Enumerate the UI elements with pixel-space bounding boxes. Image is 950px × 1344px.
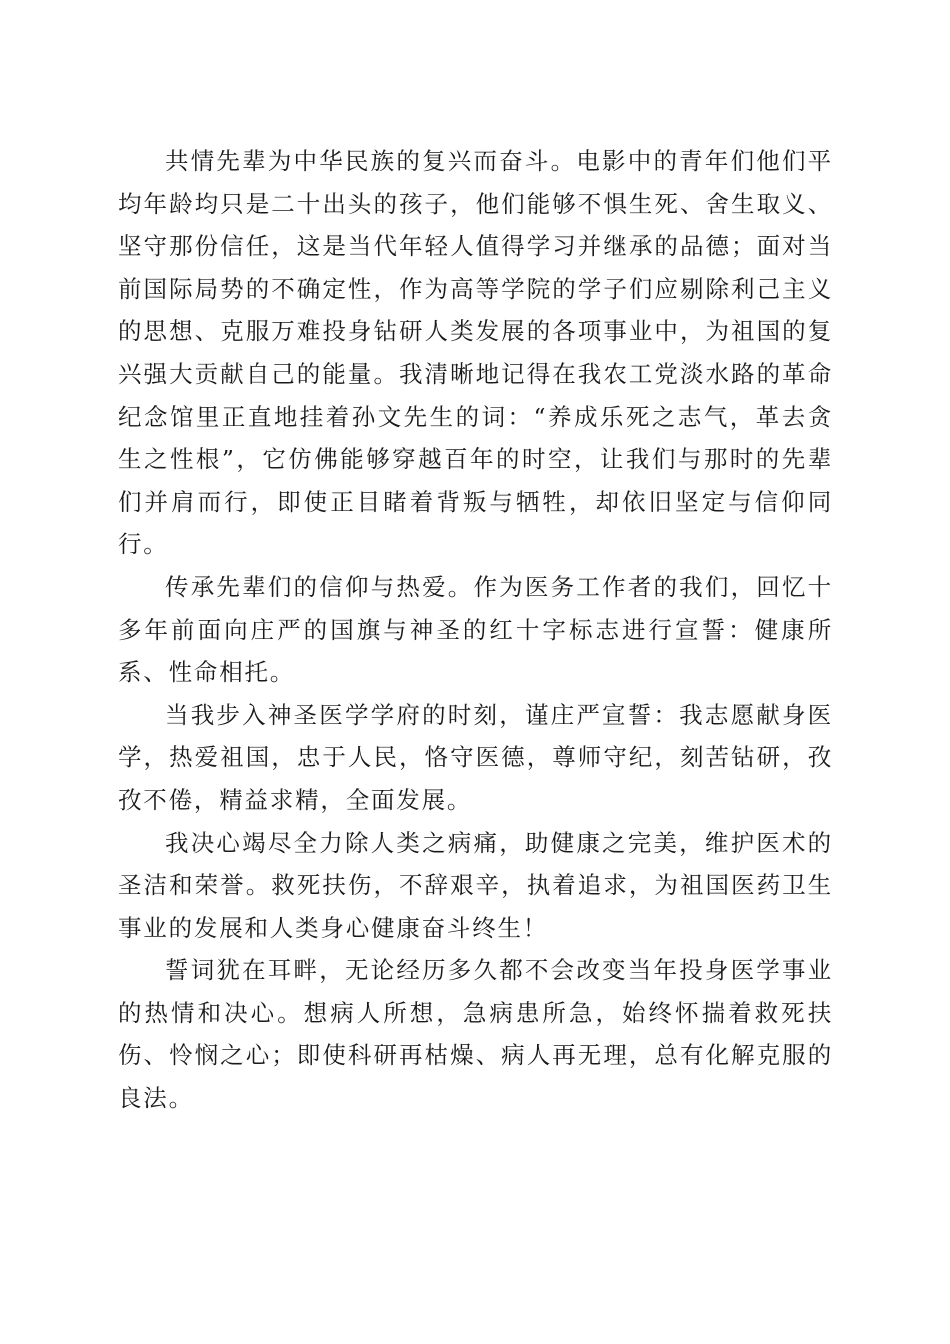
paragraph: 共情先辈为中华民族的复兴而奋斗。电影中的青年们他们平均年龄均只是二十出头的孩子，他们能够不惧生死、舍生取义、坚守那份信任，这是当代年轻人值得学习并继承的品德；面对当前国际局势的不确定性，作为高等学院的学子们应剔除利己主义的思想、克服万难投身钻研人类发展的各项事业中，为祖国的复兴强大贡献自己的能量。我清晰地记得在我农工党淡水路的革命纪念馆里正直地挂着孙文先生的词：“养成乐死之志气，革去贪生之性根”，它仿佛能够穿越百年的时空，让我们与那时的先辈们并肩而行，即使正目睹着背叛与牺牲，却依旧坚定与信仰同行。: [118, 147, 833, 559]
paragraph: 誓词犹在耳畔，无论经历多久都不会改变当年投身医学事业的热情和决心。想病人所想，急病患所急，始终怀揣着救死扶伤、怜悯之心；即使科研再枯燥、病人再无理，总有化解克服的良法。: [118, 956, 833, 1113]
paragraph: 传承先辈们的信仰与热爱。作为医务工作者的我们，回忆十多年前面向庄严的国旗与神圣的红十字标志进行宣誓：健康所系、性命相托。: [118, 572, 833, 687]
document-body: [118, 140, 833, 1120]
paragraph: 当我步入神圣医学学府的时刻，谨庄严宣誓：我志愿献身医学，热爱祖国，忠于人民，恪守医德，尊师守纪，刻苦钻研，孜孜不倦，精益求精，全面发展。: [118, 700, 833, 814]
paragraph: 我决心竭尽全力除人类之病痛，助健康之完美，维护医术的圣洁和荣誉。救死扶伤，不辞艰辛，执着追求，为祖国医药卫生事业的发展和人类身心健康奋斗终生！: [118, 828, 833, 942]
